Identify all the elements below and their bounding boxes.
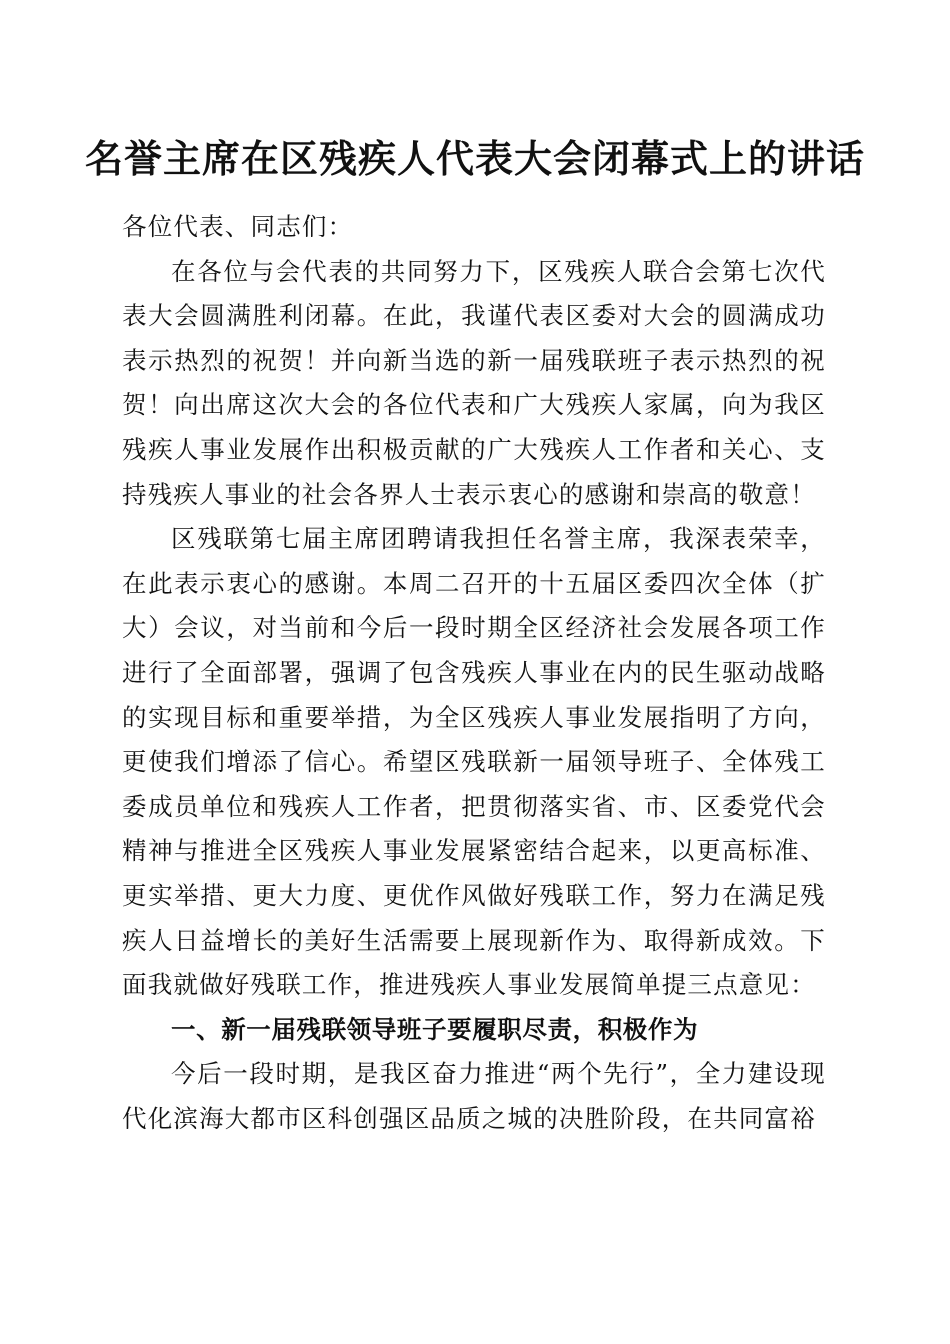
section-heading-1: 一、新一届残联领导班子要履职尽责，积极作为 — [171, 1014, 699, 1044]
salutation: 各位代表、同志们： — [122, 212, 354, 241]
paragraph-2: 区残联第七届主席团聘请我担任名誉主席，我深表荣幸，在此表示衷心的感谢。本周二召开的十五届区委四次全体（扩大）会议，对当前和今后一段时期全区经济社会发展各项工作进行了全面部署，强调了包含残疾人事业在内的民生驱动战略的实现目标和重要举措，为全区残疾人事业发展指明了方向，更使我们增添了信心。希望区残联新一届领导班子、全体残工委成员单位和残疾人工作者，把贯彻落实省、市、区委党代会精神与推进全区残疾人事业发展紧密结合起来，以更高标准、更实举措、更大力度、更优作风做好残联工作，努力在满足残疾人日益增长的美好生活需要上展现新作为、取得新成效。下面我就做好残联工作，推进残疾人事业发展简单提三点意见： — [122, 524, 826, 1000]
paragraph-1: 在各位与会代表的共同努力下，区残疾人联合会第七次代表大会圆满胜利闭幕。在此，我谨代表区委对大会的圆满成功表示热烈的祝贺！并向新当选的新一届残联班子表示热烈的祝贺！向出席这次大会的各位代表和广大残疾人家属，向为我区残疾人事业发展作出积极贡献的广大残疾人工作者和关心、支持残疾人事业的社会各界人士表示衷心的感谢和崇高的敬意！ — [122, 256, 826, 509]
document-title: 名誉主席在区残疾人代表大会闭幕式上的讲话 — [84, 136, 865, 181]
paragraph-3: 今后一段时期，是我区奋力推进“两个先行”，全力建设现代化滨海大都市区科创强区品质之城的决胜阶段，在共同富裕 — [122, 1059, 826, 1133]
document-body — [122, 205, 826, 1141]
